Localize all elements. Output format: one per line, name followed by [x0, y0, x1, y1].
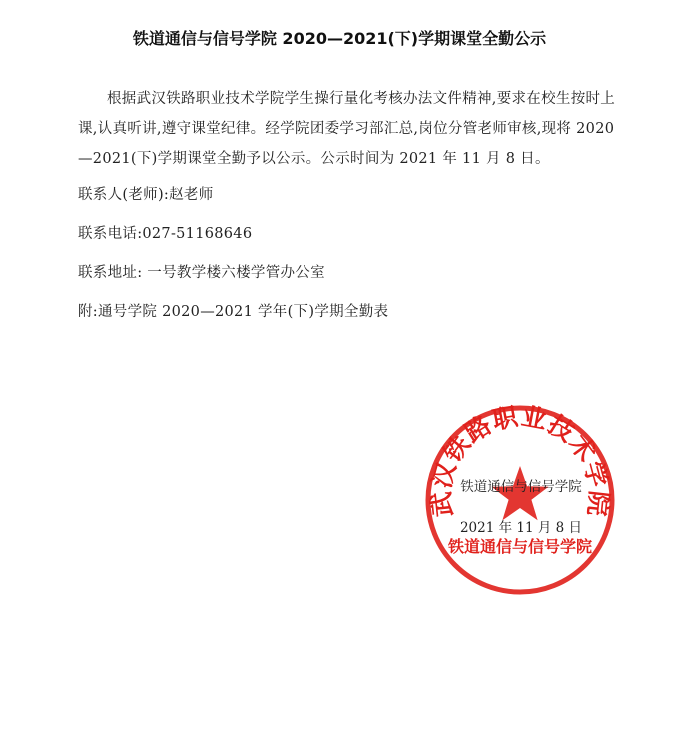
attachment-link[interactable]: 附:通号学院 2020—2021 学年(下)学期全勤表: [78, 304, 389, 320]
notice-body: [78, 84, 618, 327]
contact-person: 联系人(老师):赵老师: [78, 187, 214, 203]
contact-phone: 联系电话:027-51168646: [78, 226, 253, 242]
seal-inner-text: 铁道通信与信号学院: [447, 537, 593, 556]
page-title: 铁道通信与信号学院 2020—2021(下)学期课堂全勤公示: [132, 29, 547, 48]
signature-org: 铁道通信与信号学院: [460, 479, 582, 495]
signature-date: 2021 年 11 月 8 日: [459, 520, 583, 536]
seal-graphic: [420, 400, 620, 600]
seal-outer-text: 武汉铁路职业技术学院: [426, 401, 614, 519]
official-seal: [420, 400, 620, 600]
contact-address: 联系地址: 一号教学楼六楼学管办公室: [78, 265, 325, 281]
notice-paragraph: 根据武汉铁路职业技术学院学生操行量化考核办法文件精神,要求在校生按时上课,认真听讲,遵守课堂纪律。经学院团委学习部汇总,岗位分管老师审核,现将 2020—2021(下)学期课堂全勤予以公示。公示时间为 2021 年 11 月 8 日。: [78, 91, 616, 167]
